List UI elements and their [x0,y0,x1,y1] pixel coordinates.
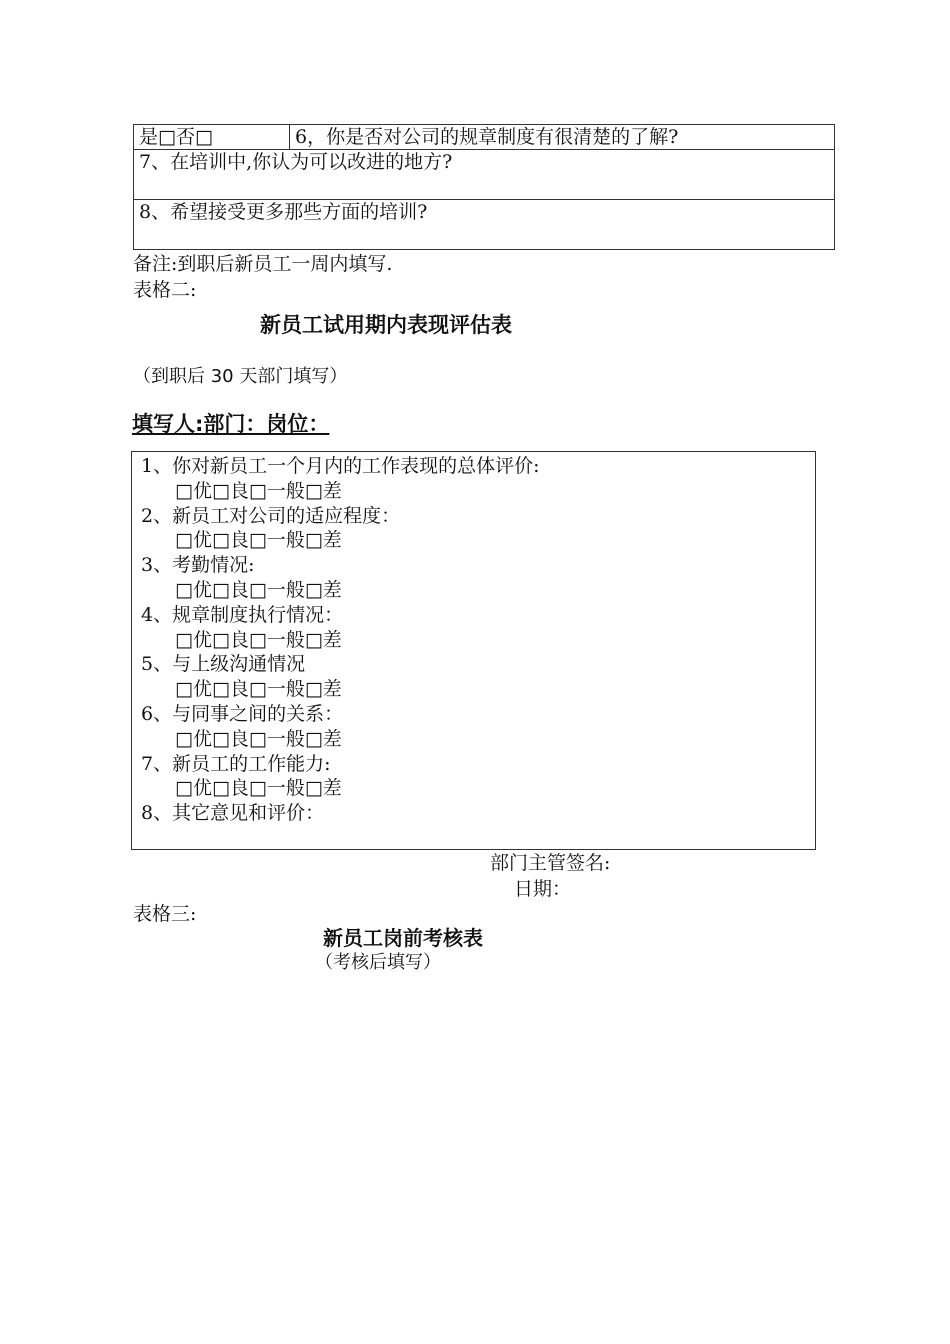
evaluation-box [131,451,816,850]
eval-question: 1、你对新员工一个月内的工作表现的总体评价: [141,455,540,477]
question-8[interactable]: 8、希望接受更多那些方面的培训? [134,200,835,250]
rating-options[interactable]: □优□良□一般□差 [175,628,342,651]
question-other-comments[interactable]: 8、其它意见和评价： [141,802,325,825]
rating-options[interactable]: □优□良□一般□差 [175,678,342,701]
training-feedback-table [133,124,835,250]
eval-question: 5、与上级沟通情况 [141,653,306,676]
eval-question: 7、新员工的工作能力: [141,752,331,775]
rating-options[interactable]: □优□良□一般□差 [175,529,342,552]
eval-question: 2、新员工对公司的适应程度： [141,504,401,527]
rating-options[interactable]: □优□良□一般□差 [175,578,342,601]
eval-question: 3、考勤情况: [141,554,255,577]
form2-label: 表格二: [133,279,197,301]
eval-question: 6、与同事之间的关系： [141,702,344,725]
form3-subtitle: （考核后填写） [315,952,441,973]
form3-title: 新员工岗前考核表 [323,926,483,950]
question-7[interactable]: 7、在培训中,你认为可以改进的地方? [134,150,835,200]
rating-options[interactable]: □优□良□一般□差 [175,479,342,502]
note: 备注:到职后新员工一周内填写. [133,253,393,275]
rating-options[interactable]: □优□良□一般□差 [175,727,342,750]
eval-question: 4、规章制度执行情况： [141,603,344,626]
form2-subtitle: （到职后 30 天部门填写） [133,366,348,387]
rating-options[interactable]: □优□良□一般□差 [175,777,342,800]
manager-signature[interactable]: 部门主管签名: [490,852,611,874]
question-6: 6，你是否对公司的规章制度有很清楚的了解? [290,125,835,150]
form2-title: 新员工试用期内表现评估表 [260,312,512,337]
form3-label: 表格三: [133,903,197,925]
filler-line: 填写人:部门：岗位： [132,412,330,436]
yes-no-options[interactable]: 是□否□ [134,125,290,150]
date-field[interactable]: 日期： [514,878,572,900]
